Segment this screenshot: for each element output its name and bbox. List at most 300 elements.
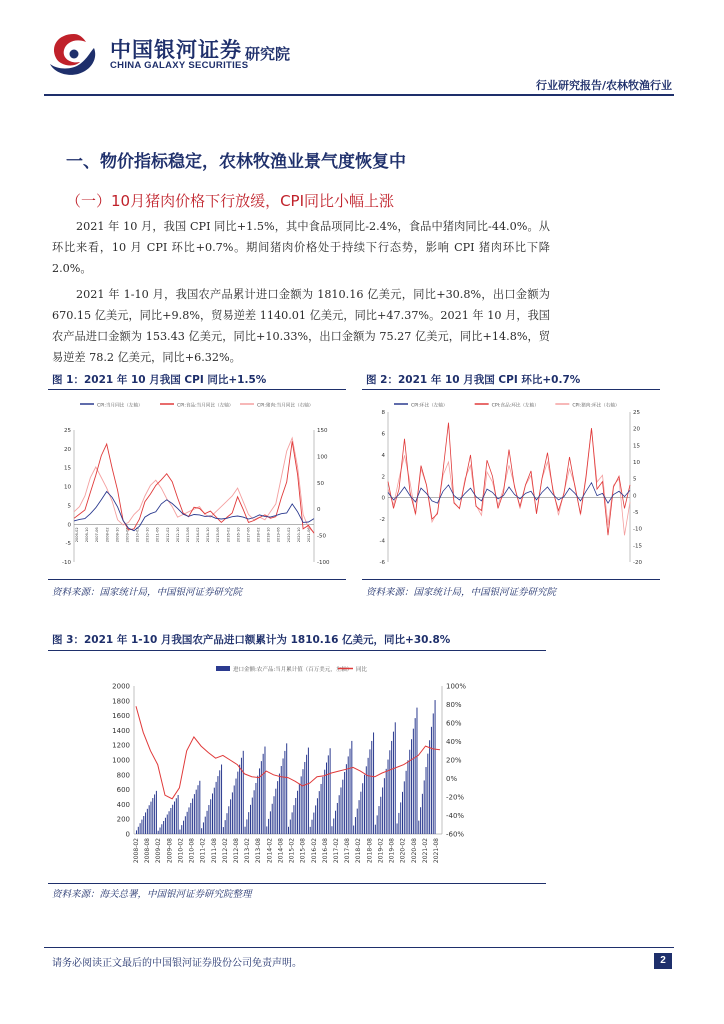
bar [261, 761, 262, 834]
x-axis-tick-label: 2009-08 [166, 838, 174, 864]
right-axis-tick-label: 100 [317, 454, 328, 461]
bar [252, 798, 253, 834]
legend-label: CPI:食品:环比（左轴） [491, 403, 539, 409]
bar [386, 769, 387, 834]
chart-agri-imports [48, 654, 546, 882]
x-axis-tick-label: 2020-10 [296, 527, 301, 543]
right-axis-tick-label: 50 [317, 480, 324, 487]
x-axis-tick-label: 2016-10 [236, 527, 241, 543]
institute-label: 研究院 [245, 45, 291, 63]
bar [232, 792, 233, 834]
bar [299, 784, 300, 834]
bar [226, 813, 227, 834]
x-axis-tick-label: 2011-08 [210, 838, 218, 864]
bar [378, 806, 379, 834]
legend-label: 进口金额:农产品:当月累计值（百万美元，左轴） [233, 667, 353, 673]
bar [306, 755, 307, 834]
x-axis-tick-label: 2019-06 [276, 527, 281, 543]
bar [136, 830, 137, 834]
right-axis-tick-label: 20 [633, 426, 640, 433]
bar [185, 816, 186, 834]
left-axis-tick-label: 4 [381, 452, 385, 459]
bar [411, 739, 412, 834]
left-axis-tick-label: -5 [65, 541, 71, 548]
bar [310, 827, 311, 834]
bar [270, 811, 271, 834]
right-axis-tick-label: 25 [633, 410, 640, 416]
bar [192, 799, 193, 834]
figure-1-top-rule [48, 389, 346, 390]
bar [250, 805, 251, 834]
bar [427, 754, 428, 834]
bar [431, 727, 432, 834]
bar [255, 783, 256, 834]
bar [420, 807, 421, 834]
bar [339, 795, 340, 834]
bar [176, 798, 177, 834]
bar [194, 794, 195, 834]
bar [355, 817, 356, 834]
bar [172, 805, 173, 834]
bar [406, 771, 407, 834]
x-axis-tick-label: 2010-08 [188, 838, 196, 864]
bar [369, 749, 370, 834]
x-axis-tick-label: 2017-06 [246, 527, 251, 543]
left-axis-tick-label: 10 [64, 484, 71, 491]
left-axis-tick-label: 1600 [112, 712, 130, 721]
bar [350, 749, 351, 834]
bar [284, 751, 285, 834]
x-axis-tick-label: 2018-02 [355, 838, 363, 864]
right-axis-tick-label: -100 [317, 560, 330, 566]
bar [375, 825, 376, 834]
x-axis-tick-label: 2019-08 [388, 838, 396, 864]
x-axis-tick-label: 2017-08 [344, 838, 352, 864]
x-axis-tick-label: 2021-06 [307, 527, 311, 543]
legend-label: CPI:环比（左轴） [411, 403, 448, 409]
bar [140, 823, 141, 834]
right-axis-tick-label: 10 [633, 460, 640, 466]
x-axis-tick-label: 2013-02 [244, 838, 252, 864]
x-axis-tick-label: 2009-02 [155, 838, 163, 864]
bar [346, 764, 347, 834]
right-axis-tick-label: 0 [633, 493, 637, 500]
left-axis-tick-label: 1800 [112, 697, 130, 706]
bar [223, 827, 224, 834]
bar [257, 776, 258, 834]
left-axis-tick-label: 20 [64, 446, 71, 453]
bar [234, 785, 235, 834]
bar [141, 820, 142, 834]
series-line [74, 438, 314, 533]
bar [248, 812, 249, 834]
bar [181, 825, 182, 834]
x-axis-tick-label: 2020-02 [399, 838, 407, 864]
x-axis-tick-label: 2011-02 [199, 838, 207, 864]
bar [187, 812, 188, 834]
bar [165, 818, 166, 834]
legend-label: CPI:猪肉:环比（右轴） [572, 403, 620, 409]
legend-label: CPI:猪肉:当月同比（右轴） [257, 403, 314, 409]
bar [377, 815, 378, 834]
bar [188, 807, 189, 834]
bar [147, 809, 148, 834]
bar [340, 787, 341, 834]
bar [433, 713, 434, 834]
bar [435, 700, 436, 834]
bar [217, 776, 218, 834]
bar [263, 754, 264, 834]
right-axis-tick-label: 0% [446, 775, 458, 783]
bar [357, 809, 358, 834]
bar [348, 756, 349, 834]
figure-1-source: 资料来源：国家统计局，中国银河证券研究院 [52, 587, 243, 598]
footer-divider [44, 947, 674, 948]
right-axis-tick-label: 5 [633, 476, 637, 483]
right-axis-tick-label: -5 [633, 510, 639, 516]
bar [415, 718, 416, 834]
bar [150, 802, 151, 834]
figure-3-bottom-rule [48, 882, 546, 884]
bar [293, 805, 294, 834]
galaxy-logo-icon [44, 30, 104, 78]
bar [283, 758, 284, 834]
right-axis-tick-label: 100% [446, 682, 467, 691]
left-axis-tick-label: 15 [64, 465, 71, 472]
bar [228, 806, 229, 834]
bar [398, 813, 399, 834]
left-axis-tick-label: 25 [64, 428, 71, 434]
bar [317, 798, 318, 834]
legend-label: 同比 [356, 667, 368, 673]
left-axis-tick-label: 400 [116, 800, 130, 809]
bar [274, 796, 275, 834]
legend-label: CPI:食品:当月同比（左轴） [177, 403, 234, 409]
bar [237, 772, 238, 834]
x-axis-tick-label: 2015-06 [216, 527, 221, 543]
left-axis-tick-label: 8 [381, 410, 385, 416]
bar [154, 794, 155, 834]
figure-3-top-rule [48, 650, 546, 651]
right-axis-tick-label: -10 [633, 526, 642, 533]
bar [216, 782, 217, 834]
x-axis-tick-label: 2018-10 [266, 527, 271, 543]
bar [201, 828, 202, 834]
x-axis-tick-label: 2017-02 [333, 838, 340, 864]
bar [362, 783, 363, 834]
x-axis-tick-label: 2014-02 [266, 838, 274, 864]
bar [254, 790, 255, 834]
bar [292, 812, 293, 834]
x-axis-tick-label: 2016-02 [226, 527, 231, 543]
bar [366, 766, 367, 834]
bar [214, 788, 215, 834]
bar [295, 798, 296, 834]
bar [170, 808, 171, 834]
figure-1-bottom-rule [48, 578, 346, 580]
bar [143, 816, 144, 834]
left-axis-tick-label: -6 [379, 560, 385, 566]
left-axis-tick-label: 200 [116, 815, 130, 824]
left-axis-tick-label: 5 [67, 503, 71, 510]
left-axis-tick-label: -10 [62, 560, 71, 566]
bar [397, 823, 398, 834]
bar [429, 740, 430, 834]
bar [288, 827, 289, 834]
series-line [136, 706, 440, 799]
x-axis-tick-label: 2008-08 [144, 838, 152, 864]
bar [351, 741, 352, 834]
right-axis-tick-label: -60% [446, 830, 465, 839]
bar [156, 791, 157, 834]
x-axis-tick-label: 2008-02 [105, 527, 110, 543]
series-line [74, 441, 314, 533]
right-axis-tick-label: -50 [317, 533, 326, 540]
bar [152, 798, 153, 834]
figure-2-title: 图 2：2021 年 10 月我国 CPI 环比+0.7% [366, 374, 581, 386]
legend-swatch [216, 666, 230, 671]
brand-name-cn: 中国银河证券 [110, 38, 242, 62]
bar [167, 815, 168, 835]
x-axis-tick-label: 2008-10 [115, 527, 120, 543]
figure-3-source: 资料来源：海关总署，中国银河证券研究院整理 [52, 889, 252, 900]
bar [246, 819, 247, 834]
bar [239, 765, 240, 834]
bar [207, 811, 208, 834]
bar [196, 790, 197, 834]
bar [203, 822, 204, 834]
bar [342, 780, 343, 834]
bar [199, 781, 200, 834]
bar [321, 784, 322, 834]
disclaimer-text: 请务必阅读正文最后的中国银河证券股份公司免责声明。 [52, 958, 302, 969]
body-paragraph-trade: 2021 年 1-10 月，我国农产品累计进口金额为 1810.16 亿美元，同比+30.8%，出口金额为 670.15 亿美元，同比+9.8%，贸易逆差 1140.01 亿美元，同比+47.37%。2021 年 10 月，我国农产品进口金额为 153.43 亿美元，同比+10.33%，出口金额为 75.27 亿美元，同比+14.8%，贸易逆差 78.2 亿美元，同比+6.32%。 [52, 288, 550, 364]
x-axis-tick-label: 2015-02 [288, 838, 296, 864]
bar [236, 779, 237, 834]
bar [380, 797, 381, 834]
bar [183, 821, 184, 834]
bar [163, 821, 164, 834]
chart-cpi-yoy [48, 392, 346, 578]
x-axis-tick-label: 2014-10 [206, 527, 211, 543]
legend-label: CPI:当月同比（左轴） [97, 403, 143, 409]
bar [160, 828, 161, 835]
bar [391, 741, 392, 834]
bar [315, 805, 316, 834]
bar [409, 750, 410, 834]
bar [308, 748, 309, 834]
bar [169, 811, 170, 834]
header-divider [44, 94, 674, 96]
bar [426, 767, 427, 834]
bar [208, 805, 209, 834]
x-axis-tick-label: 2016-02 [310, 838, 318, 864]
x-axis-tick-label: 2006-10 [85, 527, 90, 543]
bar [174, 802, 175, 835]
x-axis-tick-label: 2010-02 [135, 527, 140, 543]
bar [312, 820, 313, 834]
bar [219, 770, 220, 834]
x-axis-tick-label: 2013-08 [255, 838, 263, 864]
bar [205, 817, 206, 834]
bar [319, 791, 320, 834]
bar [344, 772, 345, 834]
left-axis-tick-label: 1200 [112, 741, 130, 750]
bar [364, 775, 365, 834]
bar [279, 774, 280, 834]
bar [422, 794, 423, 834]
left-axis-tick-label: 2 [381, 474, 385, 481]
bar [268, 819, 269, 834]
bar [404, 781, 405, 834]
bar [230, 799, 231, 834]
x-axis-tick-label: 2012-02 [165, 527, 170, 543]
x-axis-tick-label: 2020-02 [286, 527, 291, 543]
x-axis-tick-label: 2014-02 [196, 527, 201, 543]
bar [389, 750, 390, 834]
x-axis-tick-label: 2019-02 [377, 838, 385, 864]
x-axis-tick-label: 2008-02 [133, 838, 140, 864]
bar [359, 800, 360, 834]
section-title: 一、物价指标稳定，农林牧渔业景气度恢复中 [66, 152, 406, 172]
subsection-title: （一）10月猪肉价格下行放缓，CPI同比小幅上涨 [66, 192, 395, 210]
bar [161, 824, 162, 834]
left-axis-tick-label: 2000 [112, 682, 130, 691]
series-line [388, 429, 630, 536]
left-axis-tick-label: 6 [381, 431, 385, 438]
bar [360, 792, 361, 834]
bar [335, 811, 336, 834]
left-axis-tick-label: 1000 [112, 756, 130, 765]
series-line [388, 483, 630, 503]
x-axis-tick-label: 2020-08 [410, 838, 418, 864]
bar [190, 803, 191, 834]
bar [395, 722, 396, 834]
x-axis-tick-label: 2010-02 [177, 838, 185, 864]
bar [179, 830, 180, 834]
right-axis-tick-label: -20 [633, 560, 642, 566]
right-axis-tick-label: 20% [446, 756, 462, 765]
bar [333, 818, 334, 834]
bar [407, 760, 408, 834]
bar [324, 770, 325, 834]
bar [198, 785, 199, 834]
left-axis-tick-label: 800 [116, 771, 130, 780]
bar [221, 765, 222, 834]
bar [145, 812, 146, 834]
bar [264, 747, 265, 834]
bar [277, 781, 278, 834]
x-axis-tick-label: 2015-08 [299, 838, 307, 864]
right-axis-tick-label: 150 [317, 428, 328, 434]
left-axis-tick-label: 600 [116, 786, 130, 795]
bar [413, 729, 414, 834]
x-axis-tick-label: 2010-10 [145, 527, 150, 543]
bar [368, 758, 369, 834]
x-axis-tick-label: 2016-08 [321, 838, 329, 864]
bar [353, 826, 354, 834]
bar [424, 780, 425, 834]
bar [138, 827, 139, 834]
bar [290, 820, 291, 834]
right-axis-tick-label: -15 [633, 543, 642, 550]
bar [245, 827, 246, 834]
bar [272, 804, 273, 834]
left-axis-tick-label: 0 [381, 495, 385, 502]
right-axis-tick-label: -20% [446, 793, 465, 802]
bar [326, 763, 327, 834]
series-line [74, 492, 314, 531]
bar [418, 821, 419, 834]
bar [337, 803, 338, 834]
figure-2-source: 资料来源：国家统计局，中国银河证券研究院 [366, 587, 557, 598]
brand-name-en: CHINA GALAXY SECURITIES [110, 60, 249, 71]
bar [304, 762, 305, 834]
bar [402, 792, 403, 834]
x-axis-tick-label: 2012-10 [175, 527, 180, 543]
bar [243, 751, 244, 834]
figure-2-bottom-rule [362, 578, 660, 580]
bar [384, 778, 385, 834]
bar [225, 820, 226, 834]
left-axis-tick-label: -4 [379, 538, 385, 545]
x-axis-tick-label: 2021-08 [433, 838, 440, 864]
right-axis-tick-label: 60% [446, 719, 462, 728]
bar [259, 768, 260, 834]
bar [330, 748, 331, 834]
bar [328, 755, 329, 834]
bar [212, 793, 213, 834]
left-axis-tick-label: 0 [67, 522, 71, 529]
bar [322, 777, 323, 834]
body-paragraph-cpi: 2021 年 10 月，我国 CPI 同比+1.5%，其中食品项同比-2.4%，食品中猪肉同比-44.0%。从环比来看，10 月 CPI 环比+0.7%。期间猪肉价格处于持续下行态势，影响 CPI 猪肉环比下降 2.0%。 [52, 220, 550, 275]
bar [158, 831, 159, 834]
figure-2-top-rule [362, 389, 660, 390]
left-axis-tick-label: 1400 [112, 726, 130, 735]
bar [382, 787, 383, 834]
x-axis-tick-label: 2011-06 [155, 527, 160, 543]
bar [149, 805, 150, 834]
bar [210, 799, 211, 834]
bar [297, 791, 298, 834]
bar [313, 813, 314, 834]
x-axis-tick-label: 2013-06 [185, 527, 190, 543]
right-axis-tick-label: 80% [446, 701, 462, 709]
bar [331, 826, 332, 834]
page-number: 2 [654, 953, 672, 969]
x-axis-tick-label: 2021-02 [421, 838, 429, 864]
figure-3-title: 图 3：2021 年 1-10 月我国农产品进口额累计为 1810.16 亿美元，同比+30.8% [52, 634, 451, 646]
x-axis-tick-label: 2012-08 [233, 838, 240, 864]
right-axis-tick-label: 40% [446, 738, 462, 746]
x-axis-tick-label: 2018-02 [256, 527, 261, 543]
bar [393, 732, 394, 834]
x-axis-tick-label: 2012-02 [221, 838, 229, 864]
left-axis-tick-label: -2 [379, 517, 385, 524]
bar [281, 766, 282, 834]
bar [416, 708, 417, 834]
bar [286, 743, 287, 834]
chart-cpi-mom [362, 392, 660, 578]
bar [373, 732, 374, 834]
left-axis-tick-label: 0 [125, 830, 130, 839]
x-axis-tick-label: 2006-02 [75, 527, 79, 543]
bar [266, 826, 267, 834]
right-axis-tick-label: -40% [446, 812, 465, 820]
x-axis-tick-label: 2018-08 [366, 838, 374, 864]
report-category: 行业研究报告/农林牧渔行业 [535, 79, 672, 92]
bar [371, 741, 372, 834]
